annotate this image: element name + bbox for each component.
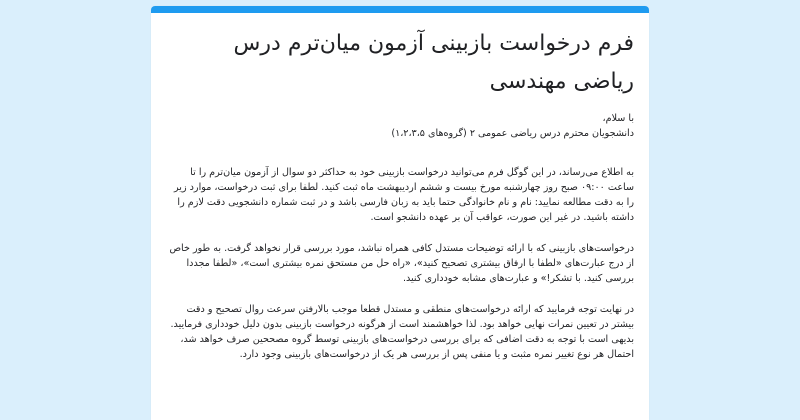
form-title: فرم درخواست بازبینی آزمون میان‌ترم درس ریاضی مهندسی (233, 31, 634, 94)
form-description (169, 111, 634, 362)
card-accent-bar (151, 6, 649, 13)
form-header-body (151, 13, 649, 362)
greeting-line: با سلام، (602, 113, 634, 124)
addressee-line: دانشجویان محترم درس ریاضی عمومی ۲ (گروه‌های ۱،۲،۳،۵) (391, 128, 634, 139)
description-paragraph: درخواست‌های بازبینی که با ارائه توضیحات مستدل کافی همراه نباشد، مورد بررسی قرار نخواهد گرفت. به طور خاص از درج عبارت‌های «لطفا با ارفاق بیشتری تصحیح کنید»، «راه حل من مستحق نمره بیشتری است»، «لطفا مجددا بررسی کنید. با تشکر!» و عبارت‌های مشابه خودداری کنید. (169, 243, 634, 284)
description-paragraph: به اطلاع می‌رساند، در این گوگل فرم می‌توانید درخواست بازبینی خود به حداکثر دو سوال از آزمون میان‌ترم را تا ساعت ۰۹:۰۰ صبح روز چهارشنبه مورخ بیست و ششم اردیبهشت ماه ثبت کنید. لطفا برای ثبت درخواست، موارد زیر را به دقت مطالعه نمایید: نام و نام خانوادگی حتما باید به زبان فارسی باشد و در ثبت شماره دانشجویی دقت لازم را داشته باشید. در غیر این صورت، عواقب آن بر عهده دانشجو است. (174, 167, 634, 223)
greeting (169, 111, 634, 141)
description-paragraph: در نهایت توجه فرمایید که ارائه درخواست‌های منطقی و مستدل قطعا موجب بالارفتن سرعت روال تصحیح و دقت بیشتر در تعیین نمرات نهایی خواهد بود. لذا خواهشمند است از هرگونه درخواست بازبینی بدون دلیل خودداری فرمایید. بدیهی است با توجه به دقت اضافی که برای بررسی درخواست‌های بازبینی توسط گروه مصححین صرف خواهد شد، احتمال هر نوع تغییر نمره مثبت و یا منفی پس از بررسی هر یک از درخواست‌های بازبینی وجود دارد. (170, 304, 634, 360)
form-header-card (151, 6, 649, 420)
